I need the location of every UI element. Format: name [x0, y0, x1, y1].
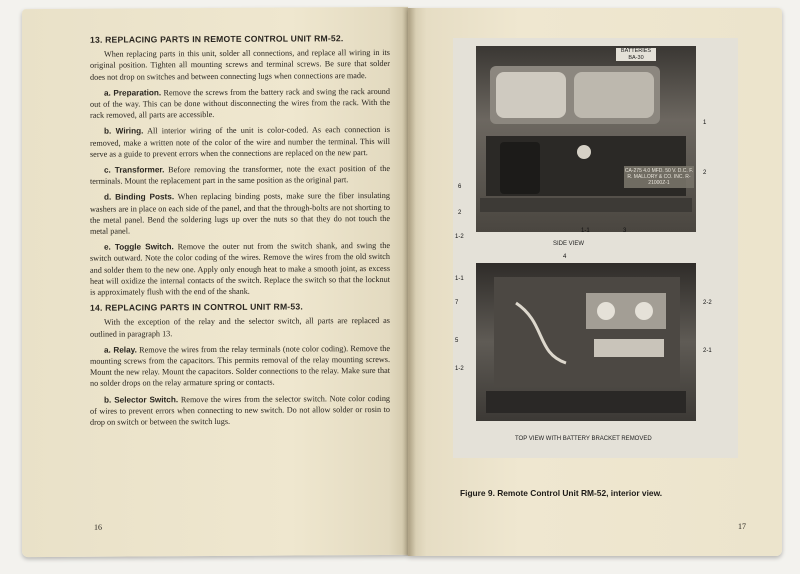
item-13b	[90, 124, 390, 159]
callout-3: 3	[623, 228, 627, 234]
capacitor-label: CA-275 4.0 MFD. 50 V. D.C. F. R. MALLORY & CO. INC. R-21000Z-1	[624, 168, 694, 186]
left-page-number: 16	[94, 522, 102, 532]
top-view-photo	[476, 263, 696, 421]
battery-label: BATTERIES BA-30	[616, 48, 656, 61]
right-page-number: 17	[738, 522, 746, 531]
section-13-intro: When replacing parts in this unit, solder all connections, and replace all wiring in its original position. Tighten all mounting screws and terminal screws. Be sure that solder does not drop on switches and between connecting lugs when connections are made.	[90, 48, 390, 82]
item-14a-lead: a. Relay.	[104, 345, 137, 355]
item-13c-text: Before removing the transformer, note the exact position of the terminals. Mount the replacement part in the same position as the original part.	[90, 163, 390, 186]
item-14b-lead: b. Selector Switch.	[104, 394, 179, 405]
item-13b-lead: b. Wiring.	[104, 126, 144, 137]
callout-2: 2	[703, 170, 707, 176]
side-view-illustration	[476, 46, 696, 232]
battery-cell-2	[574, 72, 654, 118]
callout-7: 7	[455, 300, 459, 306]
section-14-heading: 14. REPLACING PARTS IN CONTROL UNIT RM-53.	[90, 301, 303, 314]
side-view-caption: SIDE VIEW	[553, 241, 585, 247]
callout-1-2-top: 1-2	[455, 234, 464, 240]
item-14a	[90, 343, 390, 390]
side-view-photo	[476, 46, 696, 232]
callout-5: 5	[455, 338, 459, 344]
item-14b-text: Remove the wires from the selector switch. Note color coding of wires to prevent errors when connecting to new switch. Do not allow solder or rosin to drop on switch or between the switch lugs.	[90, 393, 391, 427]
top-view-illustration	[476, 263, 696, 421]
toggle-switch-shape	[577, 145, 591, 159]
item-14b	[90, 393, 390, 428]
front-panel-shape	[486, 391, 686, 413]
callout-6: 6	[458, 184, 462, 190]
binding-post-2	[635, 302, 653, 320]
figure-photo-panel	[453, 38, 738, 458]
item-13d-text: When replacing binding posts, make sure the fiber insulating washers are in place on each side of the panel, and that the through-bolts are not shorting to the metal panel. Bend the soldering lugs up over the nuts so that they do not touch the metal panel.	[90, 191, 390, 236]
right-page	[408, 8, 782, 556]
item-13a	[90, 86, 390, 121]
item-13c	[90, 163, 390, 187]
section-14-intro: With the exception of the relay and the selector switch, all parts are replaced as outlined in paragraph 13.	[90, 316, 390, 339]
open-manual	[22, 8, 782, 556]
callout-1-1-bottom: 1-1	[455, 276, 464, 282]
item-13e	[90, 240, 390, 298]
callout-1: 1	[703, 120, 707, 126]
left-page	[22, 7, 408, 557]
relay-shape	[594, 339, 664, 357]
item-13a-text: Remove the screws from the battery rack and swing the rack around out of the way. This can be done without disconnecting the wires from the rack. With the rack removed, all parts are accessible.	[90, 86, 390, 120]
left-page-text	[90, 33, 390, 433]
callout-1-1-top: 1-1	[581, 228, 590, 234]
item-13b-text: All interior wiring of the unit is color-coded. As each connection is removed, make a written note of the color of the wire and number the terminal. This will serve as a guide to prevent errors when the connections are replaced on the new part.	[90, 125, 390, 159]
top-view-caption: TOP VIEW WITH BATTERY BRACKET REMOVED	[515, 436, 652, 442]
item-13d	[90, 190, 390, 237]
figure-caption: Figure 9. Remote Control Unit RM-52, interior view.	[460, 488, 663, 498]
item-14a-text: Remove the wires from the relay terminals (note color coding). Remove the mounting screws from the capacitors. This permits removal of the relay mounting screws. Mount the new relay. Mount the capacitors. Solder connections to the relay. Make sure that no solder drops on the relay armature spring or contacts.	[90, 343, 390, 389]
item-13c-lead: c. Transformer.	[104, 165, 165, 175]
item-13d-lead: d. Binding Posts.	[104, 192, 175, 203]
battery-cell-1	[496, 72, 566, 118]
callout-4: 4	[563, 254, 567, 260]
callout-1-2-bottom: 1-2	[455, 366, 464, 372]
book-gutter	[402, 8, 416, 556]
binding-post-1	[597, 302, 615, 320]
transformer-shape	[500, 142, 540, 194]
item-13e-text: Remove the outer nut from the switch shank, and swing the switch outward. Note the color coding of the wires. Remove the wires from the old switch and solder them to the new one. Apply only enough heat to make a smooth joint, as excess heat will oxidize the internal contacts of the switch. Replace the switch so that the locknut is approximately flush with the end of the shank.	[90, 241, 391, 297]
callout-2-2: 2-2	[703, 300, 712, 306]
base-plate-shape	[480, 198, 692, 212]
callout-2-1: 2-1	[703, 348, 712, 354]
item-13e-lead: e. Toggle Switch.	[104, 242, 174, 252]
section-13-heading: 13. REPLACING PARTS IN REMOTE CONTROL UNIT RM-52.	[90, 33, 344, 45]
callout-2-top: 2	[458, 210, 462, 216]
item-13a-lead: a. Preparation.	[104, 88, 162, 98]
